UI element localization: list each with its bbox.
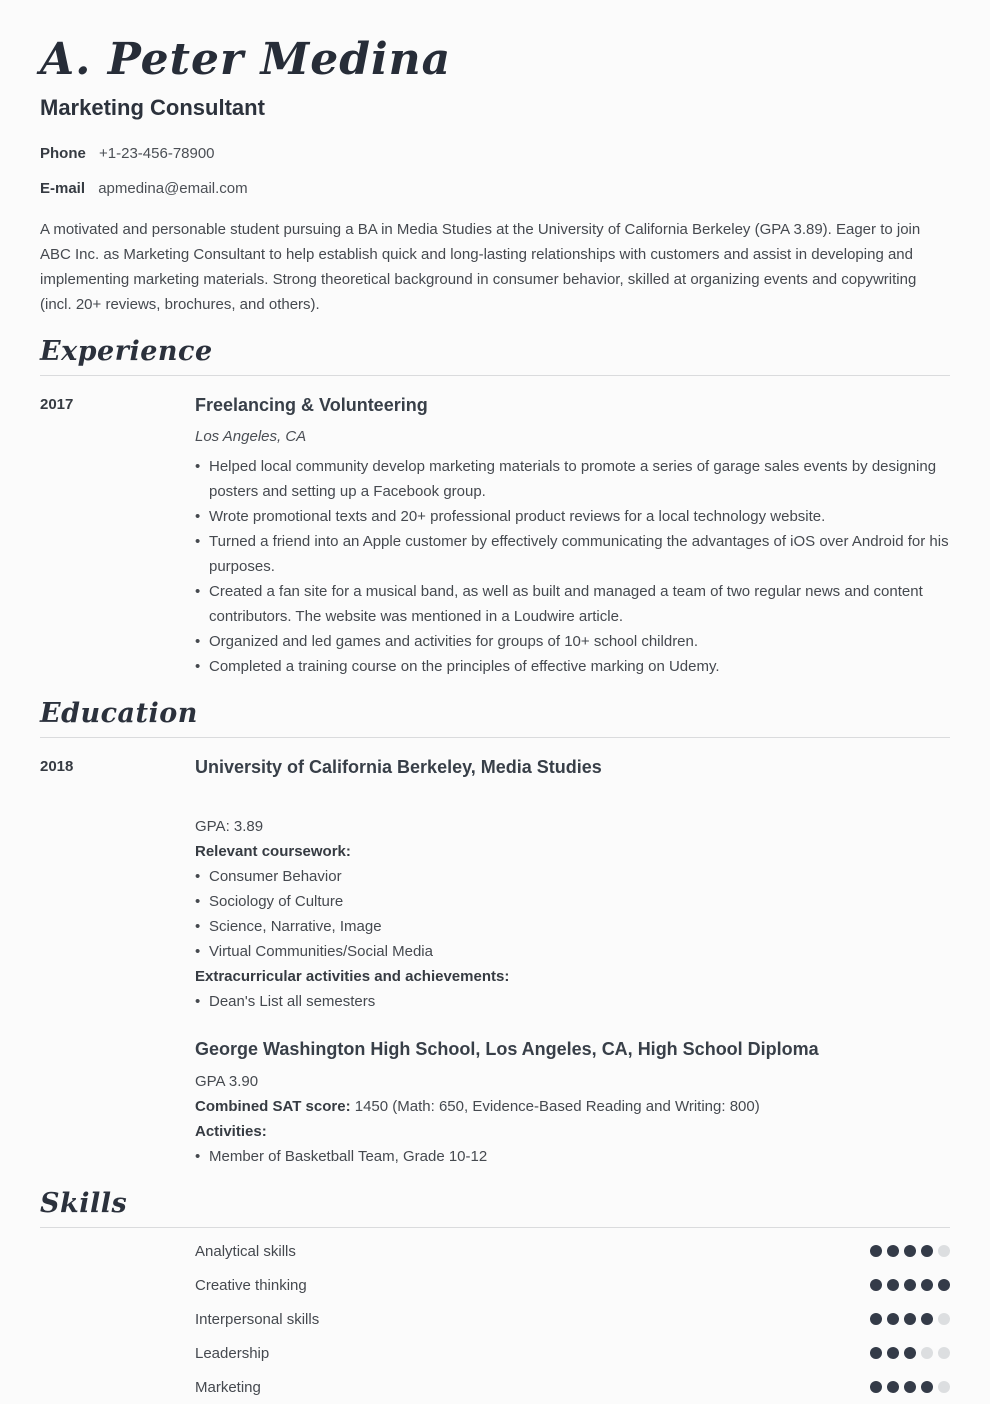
experience-bullet: • Created a fan site for a musical band, as well as built and managed a team of two regular news and content contributors. The website was mentioned in a Loudwire article. — [195, 579, 950, 629]
skill-rating-dots — [870, 1381, 950, 1393]
rating-dot-filled — [870, 1279, 882, 1291]
coursework-item: • Science, Narrative, Image — [195, 914, 950, 939]
experience-title: Freelancing & Volunteering — [195, 395, 428, 415]
experience-section-head — [40, 337, 950, 376]
skill-label: Marketing — [195, 1378, 261, 1396]
skill-row — [195, 1234, 950, 1268]
coursework-item: • Consumer Behavior — [195, 864, 950, 889]
coursework-label: Relevant coursework: — [195, 843, 351, 860]
skill-row — [195, 1370, 950, 1404]
experience-bullet: • Wrote promotional texts and 20+ professional product reviews for a local technology website. — [195, 504, 950, 529]
rating-dot-filled — [921, 1279, 933, 1291]
candidate-name: A. Peter Medina — [40, 34, 452, 85]
email-row — [40, 180, 950, 197]
education-entry-content — [195, 756, 950, 1169]
skill-label: Leadership — [195, 1344, 270, 1362]
sat-value: 1450 (Math: 650, Evidence-Based Reading and Writing: 800) — [350, 1098, 760, 1115]
education-heading: Education — [40, 698, 198, 729]
rating-dot-filled — [904, 1245, 916, 1257]
rating-dot-empty — [938, 1313, 950, 1325]
sat-line — [195, 1094, 950, 1119]
experience-date: 2017 — [40, 396, 74, 413]
extracurricular-list — [195, 989, 950, 1014]
experience-bullet: • Helped local community develop marketing materials to promote a series of garage sales events by designing posters and setting up a Facebook group. — [195, 454, 950, 504]
rating-dot-filled — [887, 1313, 899, 1325]
rating-dot-filled — [921, 1245, 933, 1257]
experience-entry — [40, 394, 950, 679]
rating-dot-filled — [870, 1245, 882, 1257]
skill-label: Analytical skills — [195, 1242, 296, 1260]
rating-dot-filled — [904, 1279, 916, 1291]
activities-label: Activities: — [195, 1123, 267, 1140]
skills-rows — [195, 1234, 950, 1404]
rating-dot-filled — [921, 1381, 933, 1393]
skill-rating-dots — [870, 1245, 950, 1257]
contact-info — [40, 145, 950, 197]
experience-bullet: • Turned a friend into an Apple customer by effectively communicating the advantages of iOS over Android for his purposes. — [195, 529, 950, 579]
rating-dot-filled — [887, 1245, 899, 1257]
experience-location: Los Angeles, CA — [195, 428, 307, 445]
coursework-item: • Virtual Communities/Social Media — [195, 939, 950, 964]
education-date: 2018 — [40, 758, 74, 775]
activities-item: • Member of Basketball Team, Grade 10-12 — [195, 1144, 950, 1169]
rating-dot-filled — [887, 1347, 899, 1359]
phone-label: Phone — [40, 145, 86, 162]
sat-label: Combined SAT score: — [195, 1098, 351, 1115]
rating-dot-filled — [887, 1279, 899, 1291]
skill-label: Interpersonal skills — [195, 1310, 320, 1328]
rating-dot-filled — [904, 1347, 916, 1359]
email-label: E-mail — [40, 180, 86, 197]
experience-bullet-list — [195, 454, 950, 679]
coursework-list — [195, 864, 950, 964]
job-title: Marketing Consultant — [40, 95, 265, 120]
rating-dot-filled — [921, 1313, 933, 1325]
skills-date-spacer — [40, 1234, 195, 1404]
university-gpa: GPA: 3.89 — [195, 818, 264, 835]
rating-dot-filled — [887, 1381, 899, 1393]
phone-row — [40, 145, 950, 162]
experience-bullet: • Organized and led games and activities for groups of 10+ school children. — [195, 629, 950, 654]
skills-section-head — [40, 1189, 950, 1228]
rating-dot-filled — [904, 1381, 916, 1393]
coursework-item: • Sociology of Culture — [195, 889, 950, 914]
education-section-head — [40, 699, 950, 738]
resume-header — [40, 34, 950, 317]
rating-dot-empty — [938, 1347, 950, 1359]
rating-dot-filled — [904, 1313, 916, 1325]
extracurricular-label: Extracurricular activities and achievements: — [195, 968, 510, 985]
activities-list — [195, 1144, 950, 1169]
high-school-gpa: GPA 3.90 — [195, 1073, 259, 1090]
experience-section — [40, 337, 950, 679]
email-value: apmedina@email.com — [98, 180, 248, 197]
university-details — [195, 814, 950, 1014]
rating-dot-filled — [938, 1279, 950, 1291]
education-section — [40, 699, 950, 1169]
extracurricular-item: • Dean's List all semesters — [195, 989, 950, 1014]
rating-dot-empty — [921, 1347, 933, 1359]
rating-dot-empty — [938, 1245, 950, 1257]
skill-label: Creative thinking — [195, 1276, 307, 1294]
skill-rating-dots — [870, 1279, 950, 1291]
skill-rating-dots — [870, 1313, 950, 1325]
high-school-entry — [195, 1038, 950, 1169]
university-title: University of California Berkeley, Media Studies — [195, 757, 602, 777]
skills-section — [40, 1189, 950, 1404]
skills-heading: Skills — [40, 1188, 128, 1219]
summary-paragraph: A motivated and personable student pursuing a BA in Media Studies at the University of California Berkeley (GPA 3.89). Eager to join ABC Inc. as Marketing Consultant to help establish quick and long-lasting relationships with customers and assist in developing and implementing marketing materials. Strong theoretical background in consumer behavior, skilled at organizing events and copywriting (incl. 20+ reviews, brochures, and others). — [40, 221, 921, 313]
skill-rating-dots — [870, 1347, 950, 1359]
high-school-details — [195, 1069, 950, 1169]
experience-bullet: • Completed a training course on the principles of effective marking on Udemy. — [195, 654, 950, 679]
phone-value: +1-23-456-78900 — [99, 145, 215, 162]
rating-dot-filled — [870, 1381, 882, 1393]
skill-row — [195, 1268, 950, 1302]
skills-list — [40, 1234, 950, 1404]
education-entry — [40, 756, 950, 1169]
experience-entry-content — [195, 394, 950, 679]
rating-dot-filled — [870, 1313, 882, 1325]
skill-row — [195, 1302, 950, 1336]
rating-dot-filled — [870, 1347, 882, 1359]
high-school-title: George Washington High School, Los Angeles, CA, High School Diploma — [195, 1039, 819, 1059]
rating-dot-empty — [938, 1381, 950, 1393]
skill-row — [195, 1336, 950, 1370]
experience-heading: Experience — [40, 336, 213, 367]
